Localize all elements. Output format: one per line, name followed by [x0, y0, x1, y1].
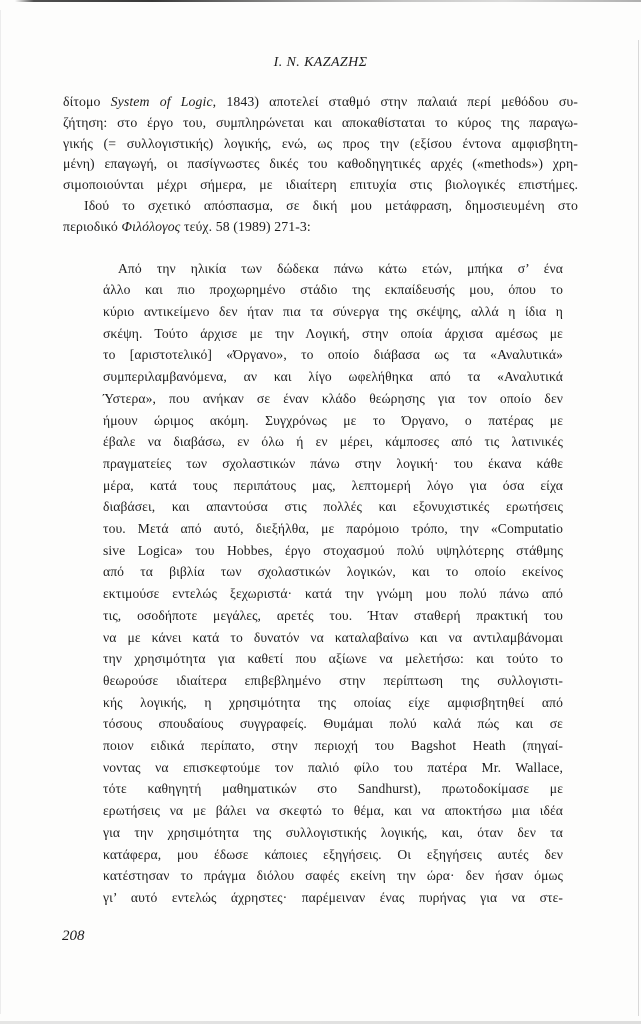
text-line: σκέψη. Τούτο άρχισε με την Λογική, στην οποία άρχισα αμέσως με: [103, 325, 563, 341]
text-line: γικής (= συλλογιστικής) λογικής, ενώ, ως προς την (εξίσου έντονα αμφισβητη-: [63, 135, 578, 151]
text-line: κατέστησαν το πράγμα διόλου σαφές εκείνη την ώρα· δεν ήσαν όμως: [103, 868, 563, 884]
text-line: πραγματείες των σχολαστικών πάνω στην λογική· του έκανα κάθε: [103, 455, 563, 471]
text-line: Ύστερα», που ανήκαν σε έναν κλάδο θεώρησης για τον οποίο δεν: [103, 390, 563, 406]
text-line: μέρα, κατά τους περιπάτους μας, λεπτομερή λόγο για όσα είχα: [103, 477, 563, 493]
running-head-author: Ι. Ν. ΚΑΖΑΖΗΣ: [273, 55, 368, 70]
text-line: μένη) επαγωγή, οι πασίγνωστες δικές του καθοδηγητικές αρχές («methods») χρη-: [63, 156, 578, 172]
text-line: συμπεριλαμβανόμενα, αν και λίγο ωφελήθηκα από τα «Αναλυτικά: [103, 369, 563, 385]
text-line: τις, οσοδήποτε μεγάλες, αρετές του. Ήταν σταθερή πρακτική του: [103, 607, 563, 623]
text-line: περιοδικό Φιλόλογος τεύχ. 58 (1989) 271-3:: [63, 218, 311, 234]
text-line: τότε καθηγητή μαθηματικών στο Sandhurst), πρωτοδοκίμασε με: [103, 781, 563, 797]
text-line: τόσους σπουδαίους συγγραφείς. Θυμάμαι πολύ καλά πώς και σε: [103, 716, 563, 732]
text-line: Από την ηλικία των δώδεκα πάνω κάτω ετών, μπήκα σ’ ένα: [118, 260, 563, 276]
page-number: 208: [62, 928, 85, 944]
text-line: κύριο αντικείμενο δεν ήταν πια τα σύνεργα της σκέψης, αλλά η ίδια η: [103, 303, 563, 319]
text-line: ερωτήσεις να με βάλει να σκεφτώ το θέμα, και να αποκτήσω μια ιδέα: [103, 803, 563, 819]
text-line: ζήτηση: στο έργο του, συμπληρώνεται και αποκαθίσταται το κύρος της παραγω-: [63, 114, 578, 130]
text-line: από τα βιβλία των σχολαστικών λογικών, και το οποίο εκείνος: [103, 564, 563, 580]
scan-edge-artifact-right: [638, 40, 639, 1016]
text-line: την χρησιμότητα για καθετί που αξίωνε να μελετήσω: και τούτο το: [103, 651, 563, 667]
block-quote-translation: [103, 258, 563, 909]
text-line: κής λογικής, η χρησιμότητα της οποίας είχε αμφισβητηθεί από: [103, 694, 563, 710]
page-body: [63, 92, 578, 909]
text-line: κατάφερα, μου έδωσε κάποιες εξηγήσεις. Οι εξηγήσεις αυτές δεν: [103, 846, 563, 862]
text-line: δίτομο System of Logic, 1843) αποτελεί σταθμό στην παλαιά περί μεθόδου συ-: [63, 94, 578, 109]
text-line: εκτιμούσε εντελώς ξεχωριστά· κατά την γνώμη μου πολύ πάνω από: [103, 586, 563, 602]
text-line: άλλο και πιο προχωρημένο στάδιο της εκπαίδευσής μου, όπου το: [103, 282, 563, 298]
paragraph-intro: [63, 196, 578, 238]
text-line: ποιον ειδικά περίπατο, στην περιοχή του Bagshot Heath (πηγαί-: [103, 738, 563, 754]
text-line: σιμοποιούνται μέχρι σήμερα, με ιδιαίτερη επιτυχία στις βιολογικές επιστήμες.: [63, 177, 578, 193]
text-line: νοντας να επισκεφτούμε τον παλιό φίλο του πατέρα Mr. Wallace,: [103, 759, 563, 775]
scan-edge-artifact-top: [15, 0, 641, 2]
text-line: για την χρησιμότητα της συλλογιστικής λογικής, και, όταν δεν τα: [103, 824, 563, 840]
text-line: του. Μετά από αυτό, διεξήλθα, με παρόμοιο τρόπο, την «Computatio: [103, 521, 563, 537]
text-line: διαβάσει, και απαντούσα στις πολλές και εξονυχιστικές ερωτήσεις: [103, 499, 563, 515]
text-line: ήμουν ώριμος ακόμη. Συγχρόνως με το Όργανο, ο πατέρας με: [103, 412, 563, 428]
paragraph-continuation: [63, 92, 578, 196]
text-line: Ιδού το σχετικό απόσπασμα, σε δική μου μετάφραση, δημοσιευμένη στο: [84, 197, 578, 213]
text-line: έβαλε να διαβάσω, εν όλω ή εν μέρει, κάμποσες από τις λατινικές: [103, 434, 563, 450]
text-line: να με κάνει κατά το δυνατόν να καταλαβαίνω και να αντιλαμβάνομαι: [103, 629, 563, 645]
scan-edge-artifact-left: [0, 10, 1, 1014]
text-line: το [αριστοτελικό] «Όργανο», το οποίο διάβασα ως τα «Αναλυτικά»: [103, 347, 563, 363]
text-line: γι’ αυτό εντελώς άχρηστες· παρέμειναν ένας πυρήνας για να στε-: [103, 889, 563, 905]
text-line: θεωρούσε ιδιαίτερα επιβεβλημένο στην περίπτωση της συλλογιστι-: [103, 672, 563, 688]
text-line: sive Logica» του Hobbes, έργο στοχασμού πολύ υψηλότερης στάθμης: [103, 542, 563, 558]
